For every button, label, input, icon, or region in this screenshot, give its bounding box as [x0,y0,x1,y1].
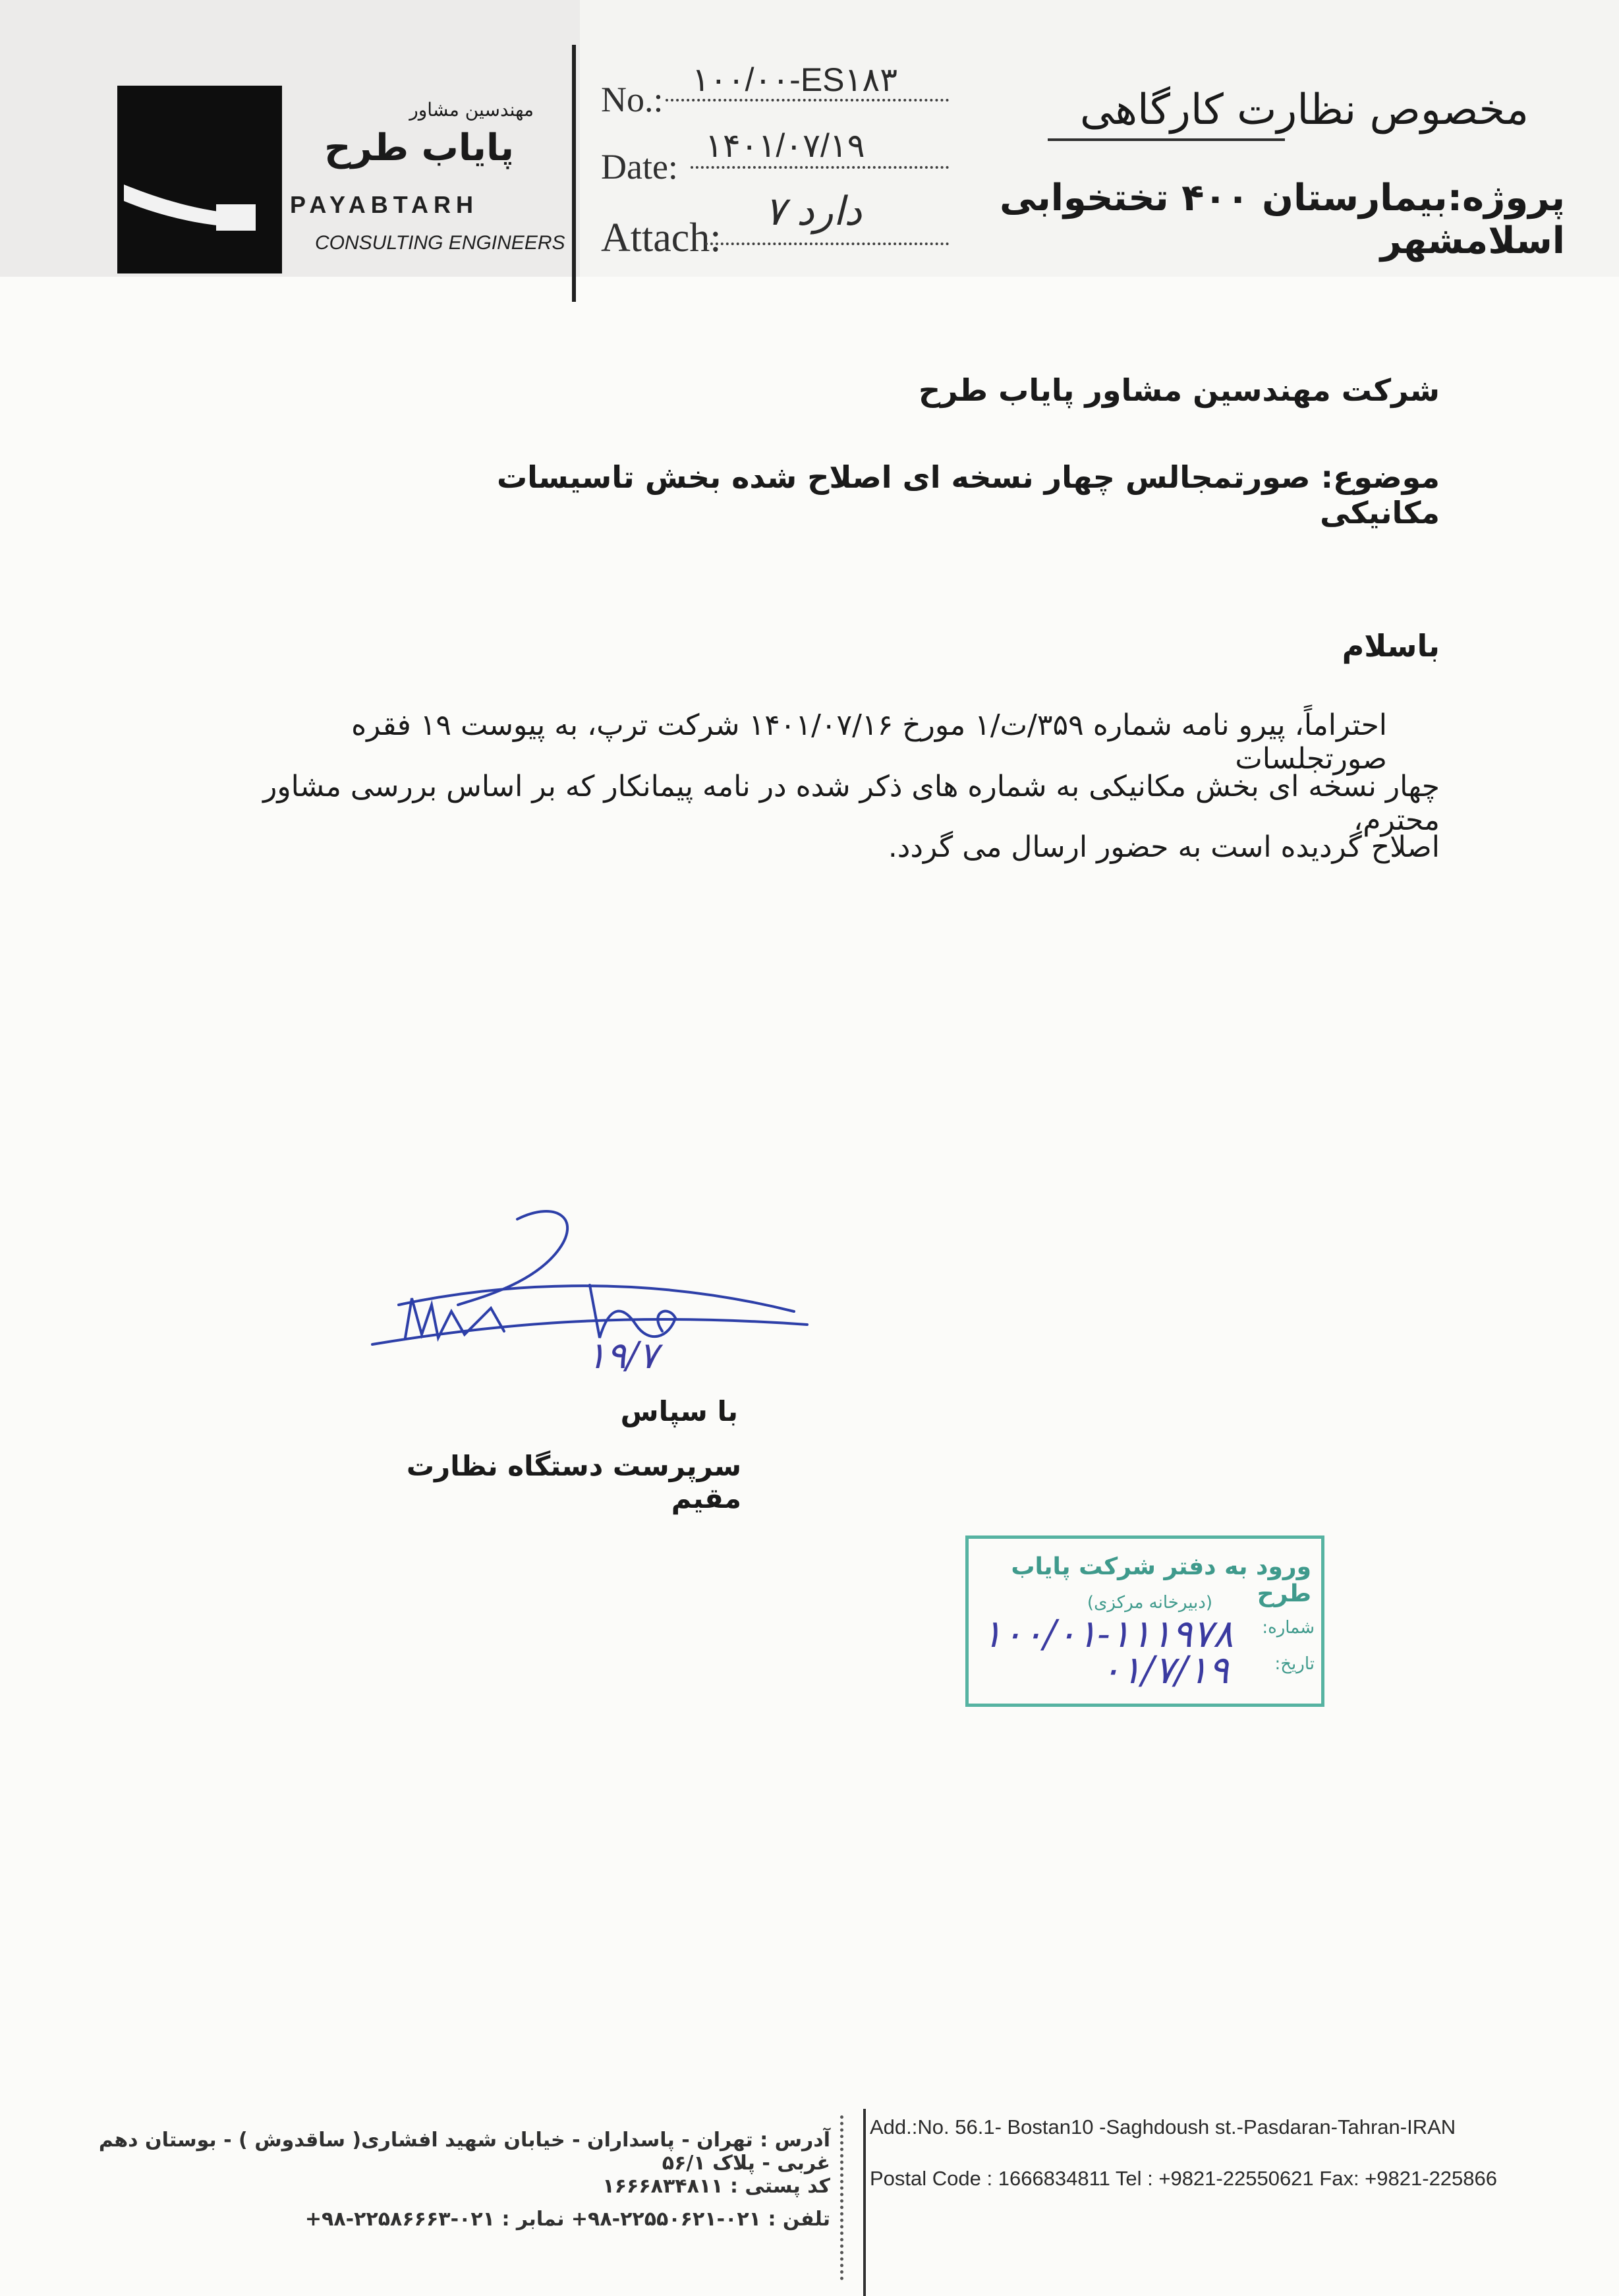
body-paragraph-line: احتراماً، پیرو نامه شماره ۳۵۹/ت/۱ مورخ ۱۴۰۱/۰۷/۱۶ شرکت ترپ، به پیوست ۱۹ فقره صورتجلسات [351,708,1387,776]
stamp-number-value: ۱۰۰/۰۱-۱۱۱۹۷۸ [982,1611,1234,1656]
letter-number-value: ۱۰۰/۰۰-ES۱۸۳ [692,61,898,98]
footer-english-contact: Postal Code : 1666834811 Tel : +9821-22550621 Fax: +9821-225866 [870,2167,1498,2190]
supervision-heading: مخصوص نظارت کارگاهی [1079,86,1529,134]
header-divider [572,45,576,302]
letter-date-value: ۱۴۰۱/۰۷/۱۹ [705,127,865,164]
footer-divider [863,2109,866,2296]
footer-persian-postal-code: کد پستی : ۱۶۶۶۸۳۴۸۱۱ [602,2175,830,2198]
footer-dotted-divider [840,2115,850,2280]
footer-persian-address: آدرس : تهران - پاسداران - خیابان شهید افشاری( ساقدوش ) - بوستان دهم غربی - پلاک ۵۶/۱ [98,2129,830,2175]
stamp-date-value: ۰۱/۷/۱۹ [1100,1648,1229,1692]
signature-date: ۱۹/۷ [586,1335,659,1377]
letter-date-dotted-line [691,166,949,169]
attachment-label: Attach: [601,215,722,260]
recipient: شرکت مهندسین مشاور پایاب طرح [918,372,1440,408]
body-paragraph-line: چهار نسخه ای بخش مکانیکی به شماره های ذکر شده در نامه پیمانکار که بر اساس بررسی مشاور محترم، [263,770,1440,837]
logo-english-subtitle: CONSULTING ENGINEERS [315,232,565,254]
subject-line: موضوع: صورتمجالس چهار نسخه ای اصلاح شده بخش تاسیسات مکانیکی [496,459,1440,531]
footer-english-address: Add.:No. 56.1- Bostan10 -Saghdoush st.-Pasdaran-Tahran-IRAN [870,2115,1456,2138]
body-paragraph-line: اصلاح گردیده است به حضور ارسال می گردد. [888,830,1440,864]
stamp-number-label: شماره: [1262,1618,1315,1638]
letter-number-dotted-line [666,99,949,101]
letter-number-label: No.: [601,80,664,119]
receipt-stamp [965,1535,1324,1707]
logo-swoosh-icon [117,86,282,273]
stamp-subtitle: (دبیرخانه مرکزی) [1087,1593,1212,1613]
logo-persian-subtitle: مهندسین مشاور [409,99,534,121]
closing-thanks: با سپاس [620,1395,738,1427]
greeting: باسلام [1342,628,1440,664]
project-title: پروژه:بیمارستان ۴۰۰ تختخوابی اسلامشهر [1000,177,1565,262]
attachment-value: دارد ۷ [764,189,862,233]
handwritten-signature [359,1193,820,1410]
signer-title: سرپرست دستگاه نظارت مقیم [406,1450,741,1514]
stamp-title: ورود به دفتر شرکت پایاب طرح [1011,1553,1311,1607]
footer-persian-phones: تلفن : ۰۲۱-۲۲۵۵۰۶۲۱-۹۸+ نمابر : ۰۲۱-۲۲۵۸۶۶۶۳-۹۸+ [304,2208,830,2231]
supervision-underline [1048,138,1285,141]
logo-persian-name: پایاب طرح [324,127,514,169]
letter-date-label: Date: [601,147,678,187]
logo-english-name: PAYABTARH [290,191,479,218]
stamp-date-label: تاریخ: [1274,1654,1315,1674]
